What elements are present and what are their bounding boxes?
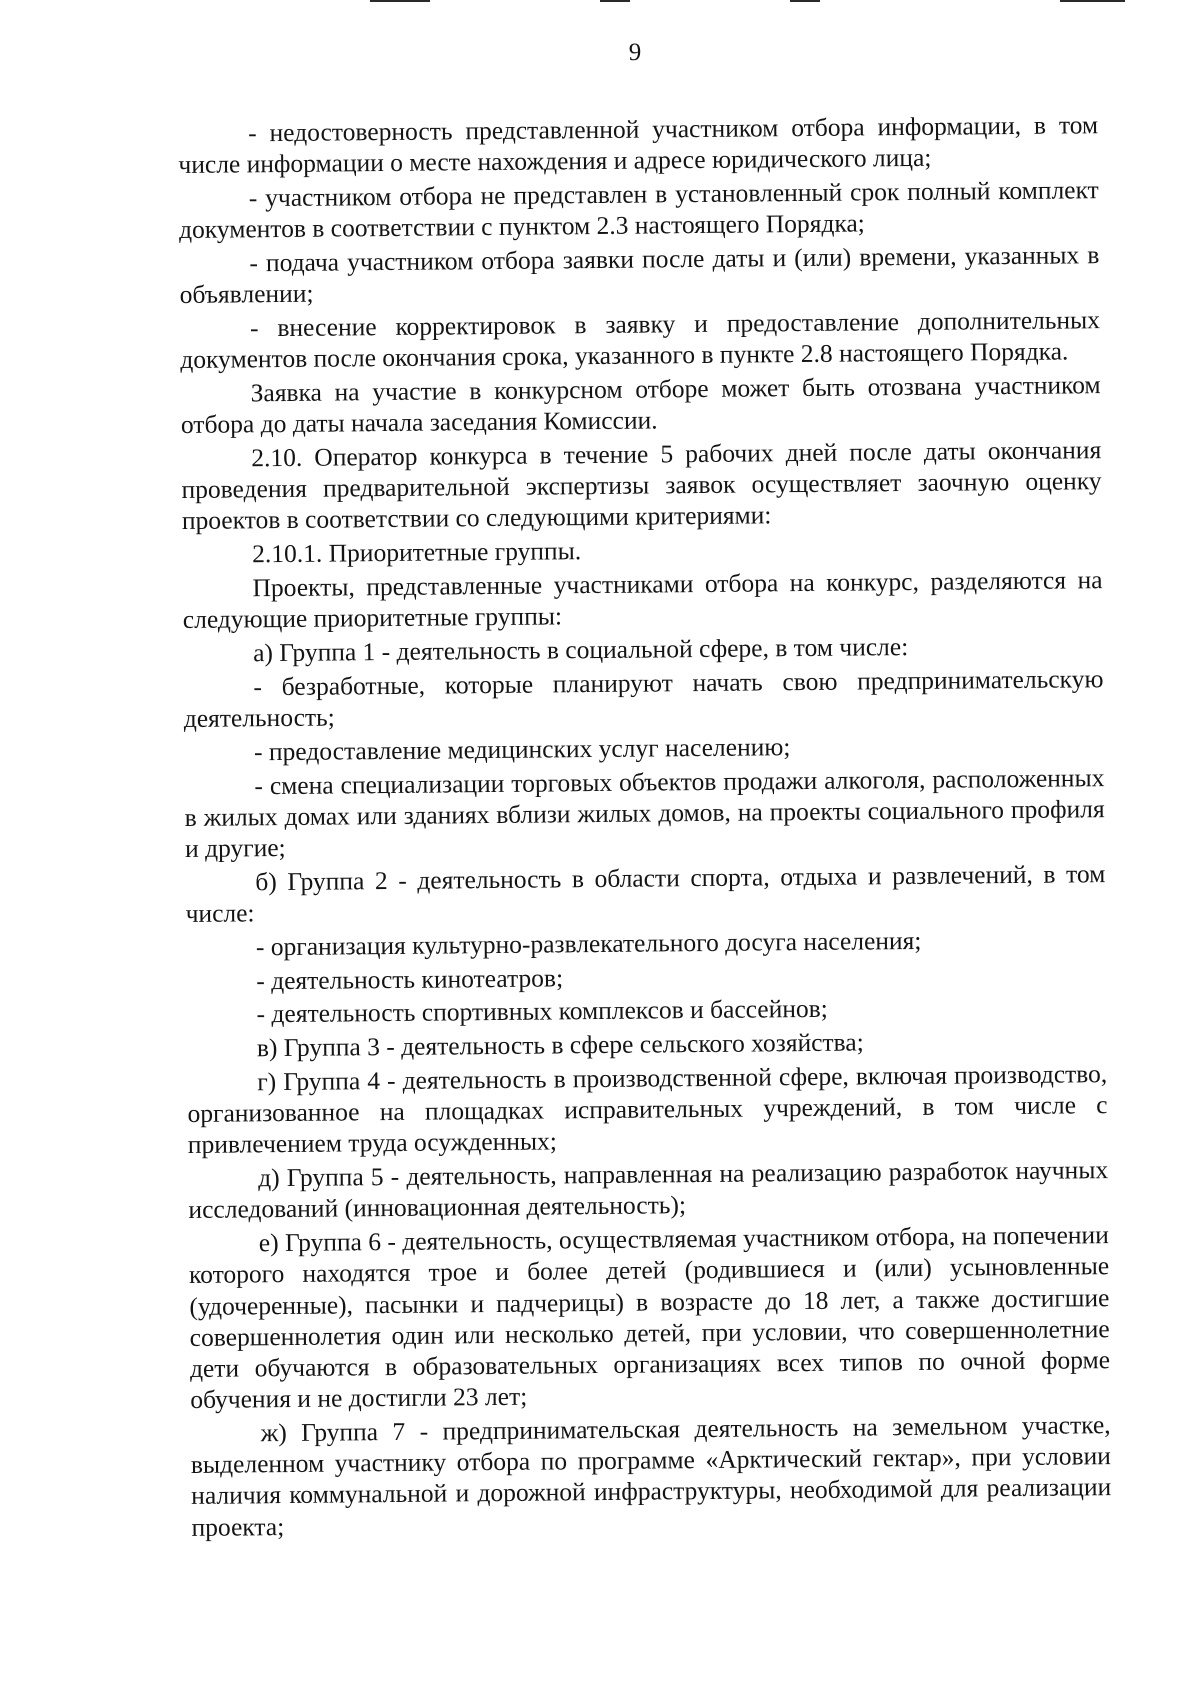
paragraph-group-3: в) Группа 3 - деятельность в сфере сельского хозяйства;	[256, 1027, 864, 1063]
paragraph-late-corrections: - внесение корректировок в заявку и предоставление дополнительных документов после окончания срока, указанного в пункте 2.8 настоящего Порядка.	[180, 305, 1101, 375]
list-item-cultural-leisure: - организация культурно-развлекательного досуга населения;	[255, 925, 922, 962]
paragraph-group-1: а) Группа 1 - деятельность в социальной сфере, в том числе:	[252, 632, 909, 668]
paragraph-group-5: д) Группа 5 - деятельность, направленная на реализацию разработок научных исследований (инновационная деятельность);	[188, 1155, 1109, 1225]
list-item-medical-services: - предоставление медицинских услуг населению;	[253, 731, 791, 767]
paragraph-late-submission: - подача участником отбора заявки после даты и (или) времени, указанных в объявлении;	[179, 240, 1100, 310]
scan-edge-mark	[1060, 0, 1125, 2]
page-number: 9	[628, 39, 642, 66]
document-body	[178, 109, 1112, 1545]
paragraph-section-2-10-1: 2.10.1. Приоритетные группы.	[252, 536, 582, 569]
list-item-alcohol-specialization-change: - смена специализации торговых объектов продажи алкоголя, расположенных в жилых домах или зданиях вблизи жилых домов, на проекты социального профиля и другие;	[184, 762, 1105, 863]
paragraph-application-withdrawal: Заявка на участие в конкурсном отборе может быть отозвана участником отбора до даты начала заседания Комиссии.	[180, 370, 1101, 440]
paragraph-group-4: г) Группа 4 - деятельность в производственной сфере, включая производство, организованное на площадках исправительных учреждений, в том числе с привлечением труда осужденных;	[187, 1059, 1108, 1160]
paragraph-group-6: е) Группа 6 - деятельность, осуществляемая участником отбора, на попечении которого находятся трое и более детей (родившиеся и (или) усыновленные (удочеренные), пасынки и падчерицы) в возрасте до 18 лет, а также достигшие совершеннолетия один или несколько детей, при условии, что совершеннолетние дети обучаются в образовательных организациях всех типов по очной форме обучения и не достигли 23 лет;	[188, 1220, 1111, 1415]
paragraph-priority-groups-intro: Проекты, представленные участниками отбора на конкурс, разделяются на следующие приоритетные группы:	[182, 565, 1103, 635]
list-item-sports-complexes: - деятельность спортивных комплексов и бассейнов;	[256, 994, 828, 1029]
scan-edge-mark	[370, 0, 430, 2]
scan-edge-mark	[600, 0, 630, 2]
paragraph-unreliable-info: - недостоверность представленной участником отбора информации, в том числе информации о месте нахождения и адресе юридического лица;	[178, 110, 1099, 180]
list-item-cinemas: - деятельность кинотеатров;	[256, 962, 564, 995]
paragraph-group-2: б) Группа 2 - деятельность в области спорта, отдыха и развлечений, в том числе:	[185, 858, 1106, 928]
scan-edge-mark	[790, 0, 820, 2]
paragraph-group-7: ж) Группа 7 - предпринимательская деятельность на земельном участке, выделенном участнику отбора по программе «Арктический гектар», при условии наличия коммунальной и дорожной инфраструктуры, необходимой для реализации проекта;	[190, 1410, 1112, 1542]
paragraph-incomplete-documents: - участником отбора не представлен в установленный срок полный комплект документов в соответствии с пунктом 2.3 настоящего Порядка;	[178, 175, 1099, 245]
paragraph-section-2-10: 2.10. Оператор конкурса в течение 5 рабочих дней после даты окончания проведения предварительной экспертизы заявок осуществляет заочную оценку проектов в соответствии со следующими критериями:	[181, 435, 1102, 536]
list-item-unemployed: - безработные, которые планируют начать свою предпринимательскую деятельность;	[183, 663, 1104, 733]
